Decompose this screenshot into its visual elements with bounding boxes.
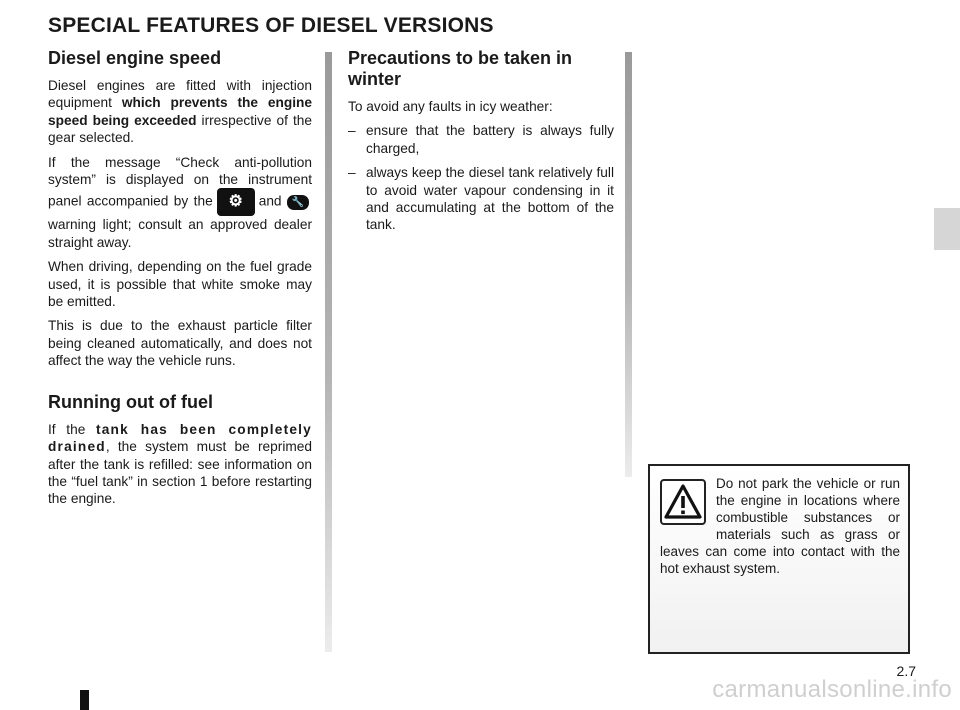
section-title-winter-precautions: Precautions to be taken in winter <box>348 48 573 89</box>
list-item: – always keep the diesel tank relatively full to avoid water vapour condensing in it and accumulating at the bottom of the tank. <box>348 164 614 234</box>
paragraph-injection: Diesel engines are fitted with injection equipment which prevents the engine speed being exceeded irrespective of the gear selected. <box>48 78 312 146</box>
right-column <box>348 48 614 241</box>
warning-triangle-icon <box>660 479 706 525</box>
paragraph-anti-pollution: If the message “Check anti-pollution system” is displayed on the instrument panel accompanied by the ⚙ and 🔧warning light; consult an approved dealer straight away. <box>48 154 312 250</box>
paragraph-particle-filter: This is due to the exhaust particle filter being cleaned automatically, and does not affect the way the vehicle runs. <box>48 318 312 369</box>
paragraph-intro: To avoid any faults in icy weather: <box>348 99 553 114</box>
left-column <box>48 48 312 515</box>
section-title-diesel-engine-speed: Diesel engine speed <box>48 48 222 68</box>
warning-box <box>648 464 910 654</box>
page-number: 2.7 <box>896 663 916 679</box>
column-divider-left <box>325 52 332 652</box>
list-item: – ensure that the battery is always fully charged, <box>348 122 614 157</box>
paragraph-white-smoke: When driving, depending on the fuel grade used, it is possible that white smoke may be emitted. <box>48 259 312 310</box>
paragraph-reprime: If the tank has been completely drained, the system must be reprimed after the tank is refilled: see information on the “fuel tank” in section 1 before restarting the engine. <box>48 421 312 507</box>
column-divider-right <box>625 52 632 477</box>
section-title-running-out-of-fuel: Running out of fuel <box>48 391 213 412</box>
bold-text: tank has been completely drained <box>48 421 312 455</box>
spanner-warning-icon: 🔧 <box>287 195 309 210</box>
precautions-list <box>348 122 614 233</box>
page-title: SPECIAL FEATURES OF DIESEL VERSIONS <box>48 14 494 37</box>
section-tab <box>934 208 960 250</box>
engine-warning-icon: ⚙ <box>217 188 255 216</box>
corner-mark <box>80 690 89 710</box>
bold-text: which prevents the engine speed being exceeded <box>48 95 312 128</box>
warning-text: Do not park the vehicle or run the engine in locations where combustible substances or materials such as grass or leaves can come into contact with the hot exhaust system. <box>660 476 900 576</box>
watermark: carmanualsonline.info <box>712 676 952 703</box>
